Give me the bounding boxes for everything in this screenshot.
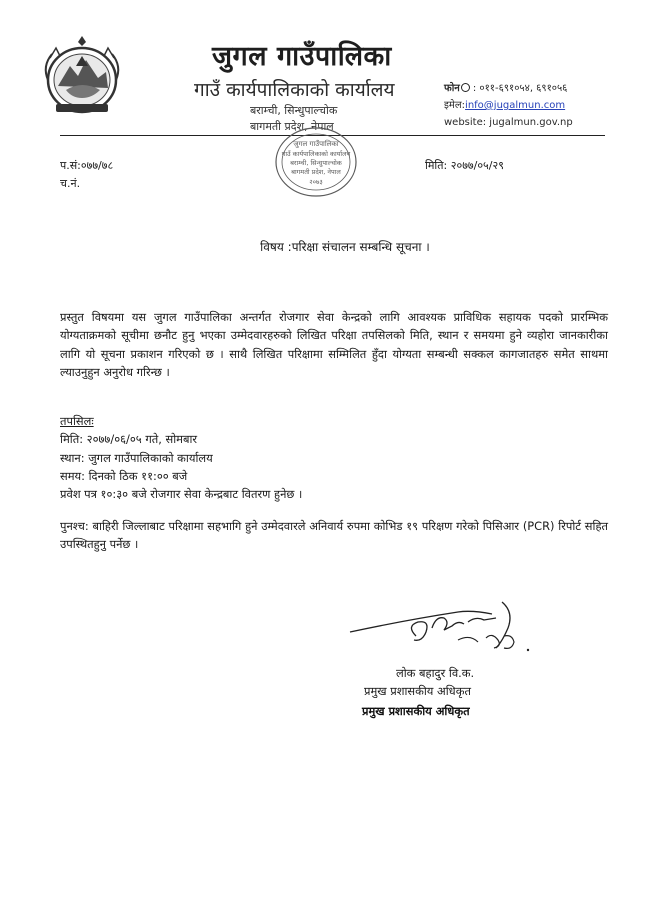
handwritten-signature (346, 598, 536, 660)
phone-label: फोन (444, 83, 460, 94)
email-line (444, 97, 573, 114)
signatory-title: प्रमुख प्रशासकीय अधिकृत (364, 684, 471, 698)
phone-line (444, 80, 573, 97)
details-heading: तपसिलः (60, 414, 94, 428)
subject-text: परिक्षा संचालन सम्बन्धि सूचना । (291, 240, 430, 254)
contact-block (444, 80, 573, 131)
stamp-line-3: बराम्ची, सिन्धुपाल्चोक (290, 159, 342, 167)
stamp-line-4: बागमती प्रदेश, नेपाल (291, 168, 341, 176)
dispatch-number: च.नं. (60, 177, 81, 190)
signatory-seal-title: प्रमुख प्रशासकीय अधिकृत (362, 704, 470, 718)
exam-date: मिति: २०७७/०६/०५ गते, सोमबार (60, 432, 198, 447)
reference-number: प.सं:०७७/७८ (60, 159, 114, 172)
office-stamp (268, 122, 364, 202)
exam-place: स्थान: जुगल गाउँपालिकाको कार्यालय (60, 450, 213, 465)
nepal-emblem-logo (36, 36, 128, 118)
subject-label: विषय : (260, 240, 292, 254)
phone-value: : ०११-६९१०५४, ६९१०५६ (472, 83, 568, 94)
postscript: पुनश्च: बाहिरी जिल्लाबाट परिक्षामा सहभागि हुने उम्मेदवारले अनिवार्य रुपमा कोभिड १९ परिक्षण गरेको पिसिआर (PCR) रिपोर्ट सहित उपस्थितहुनु पर्नेछ । (60, 519, 608, 552)
org-name: जुगल गाउँपालिका (212, 41, 392, 72)
exam-time: समय: दिनको ठिक ११:०० बजे (60, 468, 188, 483)
stamp-line-1: जुगल गाउँपालिका (293, 140, 339, 148)
stamp-line-5: २०७३ (309, 178, 323, 186)
office-name: गाउँ कार्यपालिकाको कार्यालय (194, 79, 395, 101)
phone-icon (461, 83, 470, 92)
signatory-name: लोक बहादुर वि.क. (396, 666, 475, 680)
website-label: website: (444, 117, 487, 128)
website-line (444, 114, 573, 131)
website-value: jugalmun.gov.np (489, 117, 573, 128)
admit-card-note: प्रवेश पत्र १०:३० बजे रोजगार सेवा केन्द्रबाट वितरण हुनेछ । (60, 487, 303, 502)
subject-line (0, 238, 662, 255)
email-label: इमेल: (444, 100, 466, 111)
letter-date: मिति: २०७७/०५/२९ (425, 159, 504, 172)
details-block (60, 412, 608, 503)
stamp-line-2: गाउँ कार्यपालिकाको कार्यालय (281, 150, 351, 158)
address-line-2: बागमती प्रदेश, नेपाल (250, 120, 334, 133)
body-paragraph: प्रस्तुत विषयमा यस जुगल गाउँपालिका अन्तर्गत रोजगार सेवा केन्द्रको लागि आवश्यक प्राविधिक सहायक पदको प्रारम्भिक योग्यताक्रमको सूचीमा छनौट हुनु भएका उम्मेदवारहरुको लिखित परिक्षा तपसिलको मिति, स्थान र समयमा हुने व्यहोरा जानकारीका लागि यो सूचना प्रकाशन गरिएको छ । साथै लिखित परिक्षामा सम्मिलित हुँदा योग्यता सम्बन्धी सक्कल कागजातहरु समेत साथमा ल्याउनुहुन अनुरोध गरिन्छ । (60, 310, 608, 379)
email-link[interactable]: info@jugalmun.com (465, 100, 566, 111)
address-line-1: बराम्ची, सिन्धुपाल्चोक (250, 104, 338, 117)
